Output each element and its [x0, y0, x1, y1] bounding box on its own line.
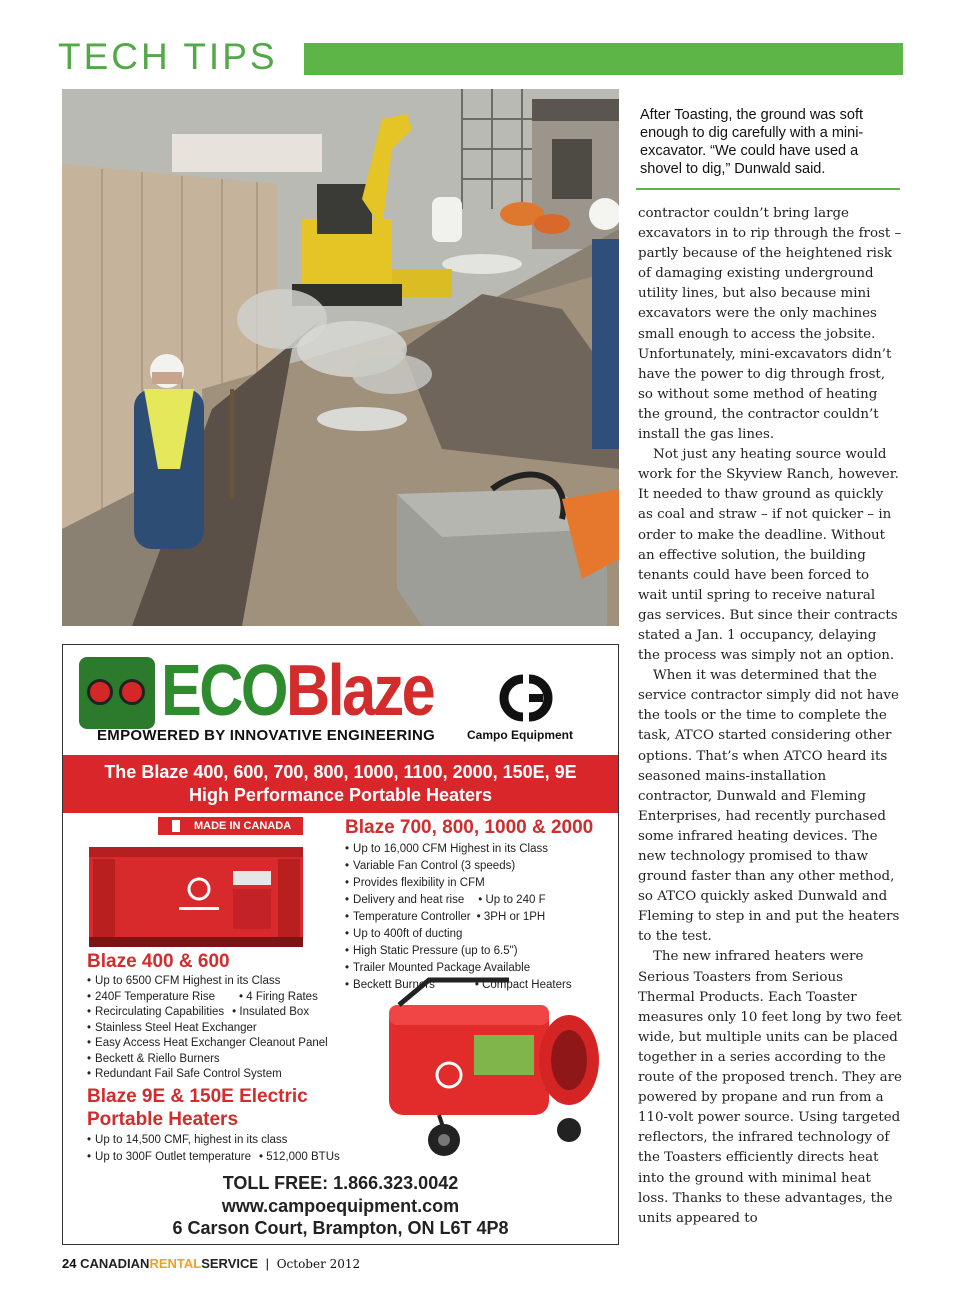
- section-header-bar: [304, 43, 903, 75]
- page-number: 24: [62, 1256, 77, 1271]
- banner-subtitle: High Performance Portable Heaters: [188, 785, 493, 805]
- feature-item: • Recirculating Capabilities • Insulated Box: [87, 1005, 367, 1021]
- feature-item: • Delivery and heat rise • Up to 240 F: [345, 892, 615, 909]
- article-paragraph: contractor couldn’t bring large excavators in to rip through the frost – partly because of the heightened risk of damaging existing underground utility lines, but also because mini excavators were the only machines small enough to access the jobsite. Unfortunately, mini-excavators didn’t have the power to dig through frost, so without some method of heating the ground, the contractor couldn’t install the gas lines.: [638, 206, 902, 443]
- blaze-700-features: [345, 841, 615, 994]
- caption-divider: [636, 188, 900, 190]
- feature-item: • Up to 14,500 CMF, highest in its class: [87, 1132, 367, 1149]
- article-body: [638, 204, 902, 1229]
- campo-logo-icon: [493, 673, 559, 723]
- feature-item: • Easy Access Heat Exchanger Cleanout Panel: [87, 1036, 367, 1052]
- feature-item: • Beckett Burners • Compact Heaters: [345, 977, 615, 994]
- feature-item: • Temperature Controller • 3PH or 1PH: [345, 909, 615, 926]
- blaze-9e-features: [87, 1132, 367, 1166]
- photo-caption: After Toasting, the ground was soft enough to dig carefully with a mini-excavator. “We could have used a shovel to dig,” Dunwald said.: [640, 107, 864, 177]
- toll-free-phone[interactable]: TOLL FREE: 1.866.323.0042: [222, 1173, 459, 1193]
- made-in-canada-badge: MADE IN CANADA: [158, 817, 303, 835]
- magazine-name-part1: CANADIAN: [80, 1256, 150, 1271]
- page-footer: [62, 1256, 360, 1271]
- feature-item: • High Static Pressure (up to 6.5"): [345, 943, 615, 960]
- ad-tagline: EMPOWERED BY INNOVATIVE ENGINEERING: [97, 727, 436, 744]
- magazine-name-part3: SERVICE: [201, 1256, 259, 1271]
- feature-item: • Up to 300F Outlet temperature • 512,000 BTUs: [87, 1149, 367, 1166]
- blaze-700-title: Blaze 700, 800, 1000 & 2000: [345, 817, 594, 838]
- section-title: TECH TIPS: [58, 36, 278, 77]
- website-link[interactable]: www.campoequipment.com: [221, 1196, 460, 1216]
- feature-item: • Up to 6500 CFM Highest in its Class: [87, 974, 367, 990]
- feature-item: • Redundant Fail Safe Control System: [87, 1067, 367, 1083]
- banner-models: The Blaze 400, 600, 700, 800, 1000, 1100, 2000, 150E, 9E: [104, 762, 577, 782]
- article-paragraph: When it was determined that the service contractor simply did not have the tools or the time to complete the task, ATCO started considering other options. That’s when ATCO heard its seasoned mains-installation contractor, Dunwald and Fleming Enterprises, had recently purchased some infrared heating devices. The new technology promised to thaw ground faster than any other method, so ATCO quickly asked Dunwald and Fleming to step in and put the heaters to the test.: [638, 668, 900, 945]
- issue-date: October 2012: [276, 1257, 361, 1271]
- footer-separator: |: [265, 1256, 270, 1271]
- feature-item: • Beckett & Riello Burners: [87, 1052, 367, 1068]
- feature-item: • Up to 16,000 CFM Highest in its Class: [345, 841, 615, 858]
- feature-item: • Variable Fan Control (3 speeds): [345, 858, 615, 875]
- ecoblaze-advertisement: [62, 644, 619, 1245]
- ad-logo-row: [63, 645, 618, 755]
- article-photo: [62, 89, 619, 626]
- article-paragraph: The new infrared heaters were Serious Toasters from Serious Thermal Products. Each Toaster measures only 10 feet long by two feet wide, but multiple units can be placed together in a series according to the route of the proposed trench. They are powered by propane and run from a 110-volt power source. Using targeted reflectors, the infrared technology of the Toasters efficiently directs heat into the ground with minimal heat loss. Thanks to these advantages, the units appeared to: [638, 949, 902, 1226]
- feature-item: • Provides flexibility in CFM: [345, 875, 615, 892]
- feature-item: • Up to 400ft of ducting: [345, 926, 615, 943]
- article-paragraph: Not just any heating source would work for the Skyview Ranch, however. It needed to thaw ground as quickly as coal and straw – if not quicker – in order to make the deadline. Without an effective solution, the building tenants could have been forced to wait until spring to receive natural gas services. But since their contracts stated a Jan. 1 occupancy, delaying the process was simply not an option.: [638, 447, 899, 664]
- feature-item: • 240F Temperature Rise • 4 Firing Rates: [87, 990, 367, 1006]
- blaze-heater-image: [83, 841, 305, 951]
- blaze-400-features: [87, 974, 367, 1083]
- blaze-400-title: Blaze 400 & 600: [87, 951, 230, 972]
- feature-item: • Stainless Steel Heat Exchanger: [87, 1021, 367, 1037]
- canada-flag-icon: [168, 820, 184, 832]
- blaze-9e-title: Blaze 9E & 150E Electric Portable Heaters: [87, 1086, 308, 1130]
- ecoblaze-logo-icon: [79, 657, 155, 729]
- magazine-name-part2: RENTAL: [149, 1256, 202, 1271]
- ad-banner: [63, 755, 618, 813]
- partner-name: Campo Equipment: [467, 728, 574, 742]
- feature-item: • Trailer Mounted Package Available: [345, 960, 615, 977]
- address: 6 Carson Court, Brampton, ON L6T 4P8: [172, 1218, 509, 1238]
- electric-heater-image: [369, 975, 609, 1165]
- ecoblaze-logo-wordmark: ECOBlaze: [161, 651, 434, 731]
